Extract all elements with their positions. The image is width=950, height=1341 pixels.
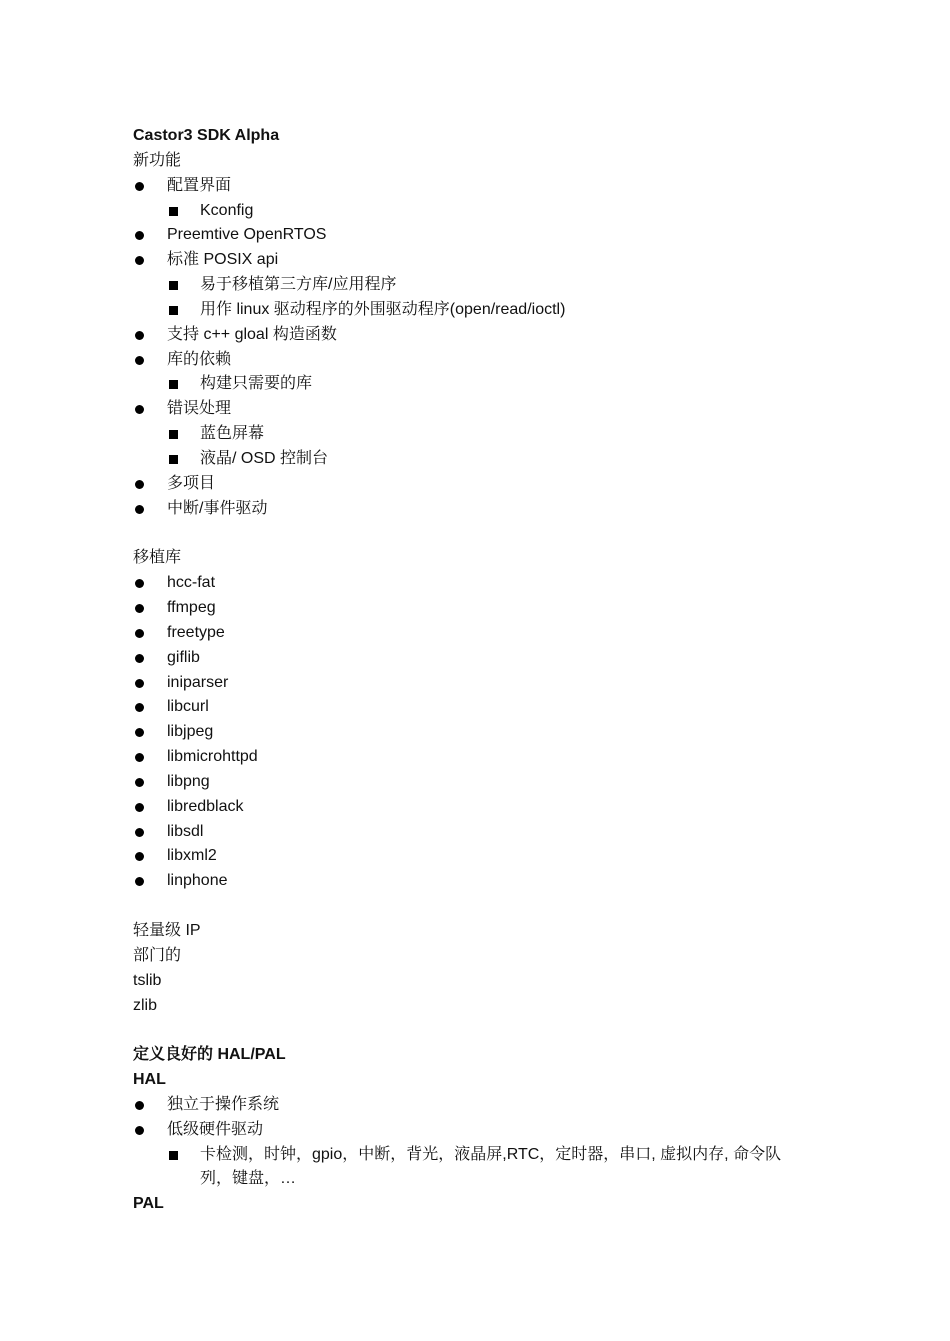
- list-item-label: libmicrohttpd: [167, 748, 258, 766]
- list-item-label: iniparser: [167, 673, 229, 691]
- list-item-label: libpng: [167, 772, 210, 790]
- bullet-icon: [135, 753, 144, 762]
- bullet-icon: [135, 405, 144, 414]
- list-item-label: 错误处理: [167, 400, 232, 418]
- list-item-label: Preemtive OpenRTOS: [167, 226, 327, 244]
- list-item-label: 多项目: [167, 474, 216, 492]
- list-item: [133, 223, 813, 248]
- list-item-label: libcurl: [167, 698, 209, 716]
- bullet-icon: [135, 1126, 144, 1135]
- list-item-label: 支持 c++ gloal 构造函数: [167, 325, 337, 343]
- bullet-icon: [135, 803, 144, 812]
- sub-list-item-label: 卡检测，时钟，gpio，中断，背光，液晶屏,RTC，定时器，串口, 虚拟内存, 命令队列，键盘，…: [200, 1145, 782, 1188]
- bullet-icon: [135, 778, 144, 787]
- sub-list-item: [133, 447, 813, 472]
- sub-list-item: [133, 273, 813, 298]
- list-item: [133, 770, 813, 795]
- list-item: [133, 621, 813, 646]
- square-bullet-icon: [169, 1151, 178, 1160]
- list-item-label: libjpeg: [167, 723, 214, 741]
- bullet-icon: [135, 679, 144, 688]
- square-bullet-icon: [169, 306, 178, 315]
- sub-list-item-label: 用作 linux 驱动程序的外围驱动程序(open/read/ioctl): [200, 300, 566, 318]
- square-bullet-icon: [169, 455, 178, 464]
- plain-line: zlib: [133, 996, 158, 1014]
- list-item-label: 标准 POSIX api: [167, 251, 279, 269]
- sub-list-item-label: Kconfig: [200, 201, 254, 219]
- list-item: [133, 695, 813, 720]
- sub-list-item: [133, 422, 813, 447]
- pal-heading: PAL: [133, 1195, 164, 1213]
- bullet-icon: [135, 231, 144, 240]
- bullet-icon: [135, 852, 144, 861]
- sub-list-item-label: 构建只需要的库: [200, 375, 313, 393]
- bullet-icon: [135, 1101, 144, 1110]
- list-item-label: libredblack: [167, 797, 244, 815]
- bullet-icon: [135, 356, 144, 365]
- list-item-label: 中断/事件驱动: [167, 499, 268, 517]
- list-item: [133, 1093, 813, 1118]
- list-item: [133, 348, 813, 373]
- bullet-icon: [135, 604, 144, 613]
- list-item: [133, 844, 813, 869]
- sub-list-item-label: 蓝色屏幕: [200, 425, 265, 443]
- list-item: [133, 248, 813, 273]
- bullet-icon: [135, 256, 144, 265]
- sub-list-item: [133, 372, 813, 397]
- list-item-label: libsdl: [167, 822, 204, 840]
- sub-list-item: [133, 199, 813, 224]
- hal-heading: HAL: [133, 1071, 166, 1089]
- ported-heading: 移植库: [133, 549, 182, 567]
- spacer: [133, 1018, 813, 1043]
- list-item: [133, 1118, 813, 1143]
- square-bullet-icon: [169, 430, 178, 439]
- list-item-label: 低级硬件驱动: [167, 1120, 264, 1138]
- list-item-label: libxml2: [167, 847, 217, 865]
- list-item: [133, 397, 813, 422]
- square-bullet-icon: [169, 380, 178, 389]
- bullet-icon: [135, 828, 144, 837]
- list-item-label: 配置界面: [167, 176, 232, 194]
- list-item: [133, 472, 813, 497]
- list-item: [133, 720, 813, 745]
- bullet-icon: [135, 182, 144, 191]
- bullet-icon: [135, 629, 144, 638]
- list-item: [133, 323, 813, 348]
- features-heading: 新功能: [133, 151, 182, 169]
- sub-list-item-label: 易于移植第三方库/应用程序: [200, 276, 397, 294]
- bullet-icon: [135, 505, 144, 514]
- square-bullet-icon: [169, 207, 178, 216]
- list-item: [133, 869, 813, 894]
- spacer: [133, 522, 813, 547]
- list-item: [133, 646, 813, 671]
- hal-pal-heading: 定义良好的 HAL/PAL: [133, 1046, 286, 1064]
- list-item-label: hcc-fat: [167, 574, 216, 592]
- bullet-icon: [135, 728, 144, 737]
- sub-list-item: [133, 1143, 800, 1193]
- document-page: [133, 124, 813, 1217]
- square-bullet-icon: [169, 281, 178, 290]
- plain-line: 部门的: [133, 946, 182, 964]
- list-item: [133, 497, 813, 522]
- list-item: [133, 596, 813, 621]
- plain-line: tslib: [133, 971, 162, 989]
- list-item: [133, 820, 813, 845]
- plain-line: 轻量级 IP: [133, 922, 201, 939]
- spacer: [133, 894, 813, 919]
- bullet-icon: [135, 703, 144, 712]
- list-item: [133, 745, 813, 770]
- list-item-label: 独立于操作系统: [167, 1095, 280, 1113]
- sub-list-item: [133, 298, 813, 323]
- list-item: [133, 174, 813, 199]
- bullet-icon: [135, 654, 144, 663]
- list-item-label: linphone: [167, 872, 228, 890]
- list-item-label: 库的依赖: [167, 350, 232, 368]
- sub-list-item-label: 液晶/ OSD 控制台: [200, 449, 329, 467]
- list-item-label: freetype: [167, 623, 225, 641]
- list-item: [133, 571, 813, 596]
- bullet-icon: [135, 579, 144, 588]
- bullet-icon: [135, 331, 144, 340]
- bullet-icon: [135, 480, 144, 489]
- list-item: [133, 671, 813, 696]
- list-item: [133, 795, 813, 820]
- doc-title: Castor3 SDK Alpha: [133, 127, 280, 144]
- list-item-label: ffmpeg: [167, 599, 216, 617]
- bullet-icon: [135, 877, 144, 886]
- list-item-label: giflib: [167, 648, 200, 666]
